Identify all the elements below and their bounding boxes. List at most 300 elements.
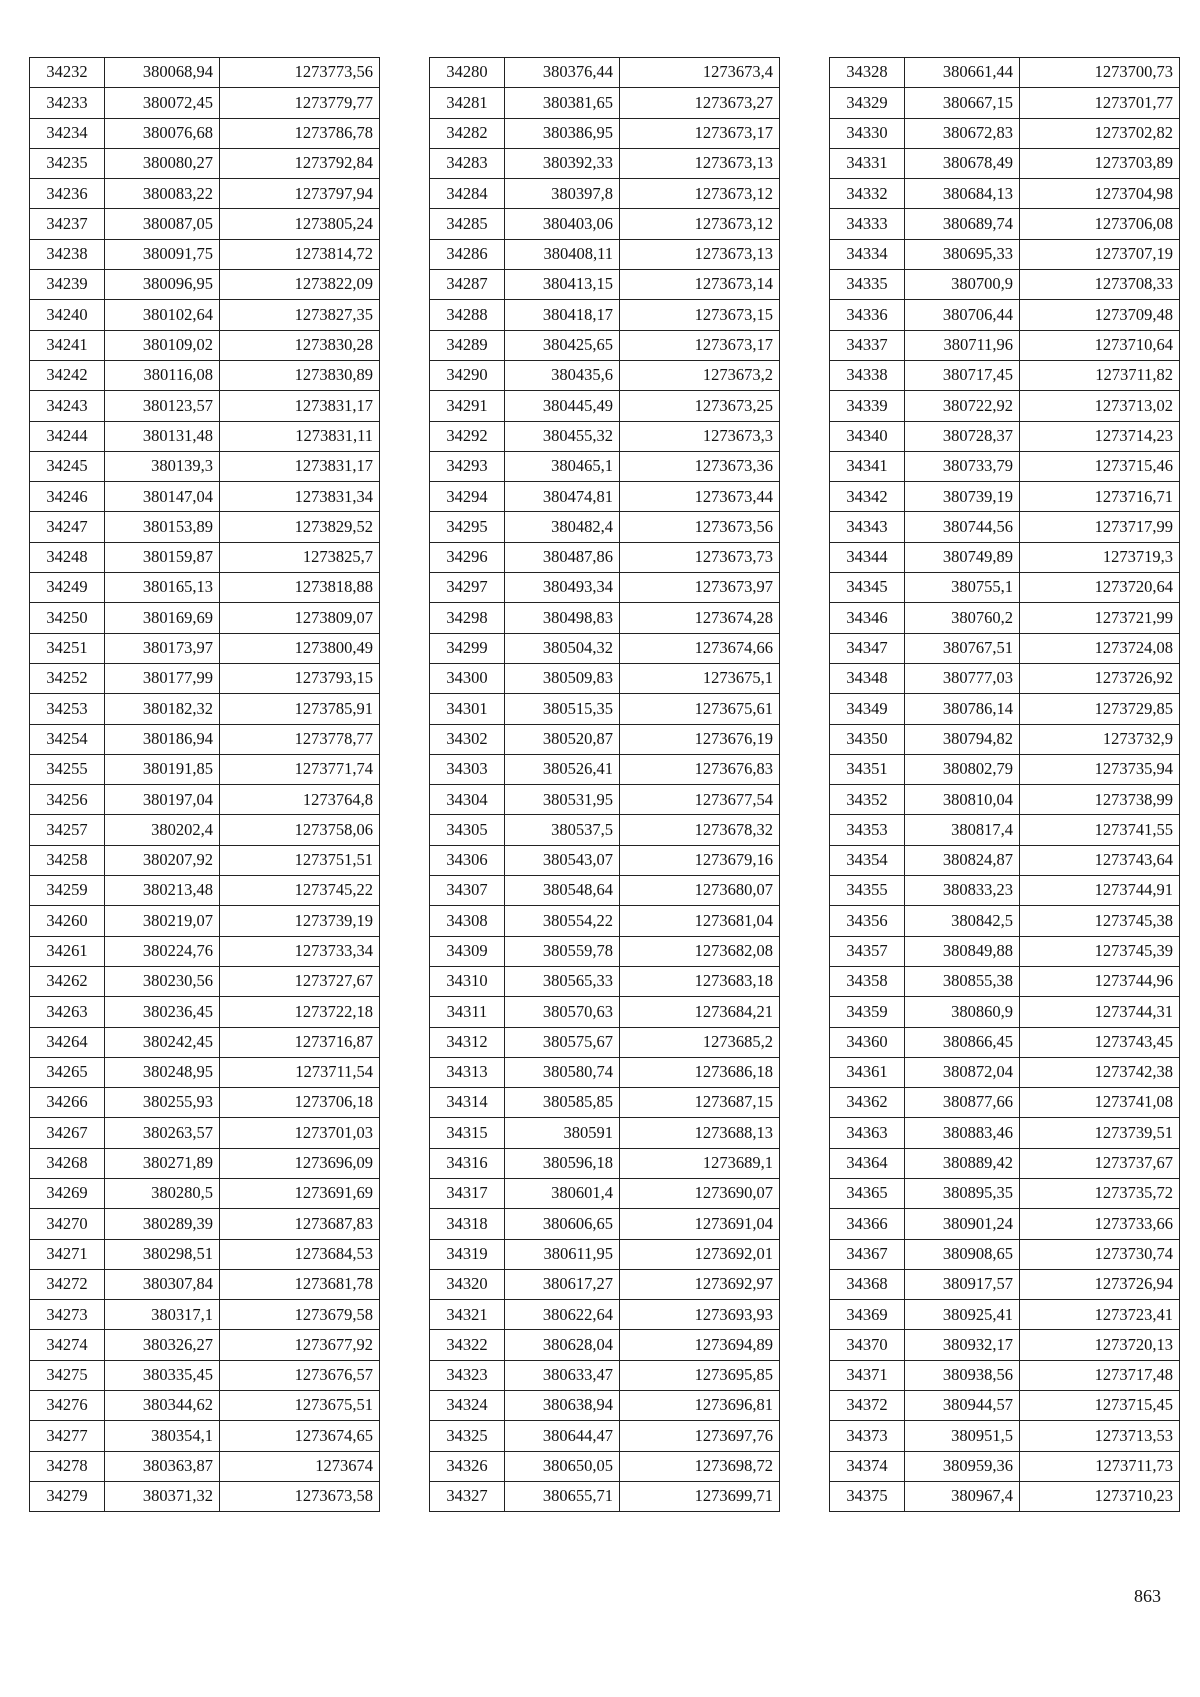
y-coordinate-cell: 1273737,67 [1020, 1148, 1180, 1178]
point-id-cell: 34283 [430, 148, 505, 178]
table-row [830, 1209, 1180, 1239]
point-id-cell: 34272 [30, 1269, 105, 1299]
y-coordinate-cell: 1273681,04 [620, 906, 780, 936]
y-coordinate-cell: 1273673,36 [620, 451, 780, 481]
point-id-cell: 34369 [830, 1300, 905, 1330]
point-id-cell: 34365 [830, 1178, 905, 1208]
y-coordinate-cell: 1273710,64 [1020, 330, 1180, 360]
point-id-cell: 34360 [830, 1027, 905, 1057]
point-id-cell: 34368 [830, 1269, 905, 1299]
table-row [830, 603, 1180, 633]
y-coordinate-cell: 1273673,12 [620, 209, 780, 239]
y-coordinate-cell: 1273707,19 [1020, 239, 1180, 269]
y-coordinate-cell: 1273727,67 [220, 966, 380, 996]
point-id-cell: 34281 [430, 88, 505, 118]
x-coordinate-cell: 380883,46 [905, 1118, 1020, 1148]
point-id-cell: 34270 [30, 1209, 105, 1239]
x-coordinate-cell: 380601,4 [505, 1178, 620, 1208]
y-coordinate-cell: 1273676,83 [620, 754, 780, 784]
table-row [830, 1118, 1180, 1148]
point-id-cell: 34269 [30, 1178, 105, 1208]
x-coordinate-cell: 380487,86 [505, 542, 620, 572]
x-coordinate-cell: 380842,5 [905, 906, 1020, 936]
y-coordinate-cell: 1273680,07 [620, 876, 780, 906]
table-row [30, 542, 380, 572]
y-coordinate-cell: 1273695,85 [620, 1360, 780, 1390]
x-coordinate-cell: 380575,67 [505, 1027, 620, 1057]
y-coordinate-cell: 1273709,48 [1020, 300, 1180, 330]
point-id-cell: 34375 [830, 1481, 905, 1511]
x-coordinate-cell: 380661,44 [905, 58, 1020, 88]
y-coordinate-cell: 1273831,34 [220, 482, 380, 512]
point-id-cell: 34314 [430, 1088, 505, 1118]
table-row [430, 1300, 780, 1330]
x-coordinate-cell: 380622,64 [505, 1300, 620, 1330]
x-coordinate-cell: 380672,83 [905, 118, 1020, 148]
y-coordinate-cell: 1273793,15 [220, 663, 380, 693]
point-id-cell: 34356 [830, 906, 905, 936]
x-coordinate-cell: 380408,11 [505, 239, 620, 269]
table-row [30, 58, 380, 88]
x-coordinate-cell: 380474,81 [505, 482, 620, 512]
point-id-cell: 34236 [30, 179, 105, 209]
point-id-cell: 34304 [430, 785, 505, 815]
x-coordinate-cell: 380186,94 [105, 724, 220, 754]
y-coordinate-cell: 1273676,19 [620, 724, 780, 754]
point-id-cell: 34327 [430, 1481, 505, 1511]
table-row [30, 1148, 380, 1178]
y-coordinate-cell: 1273743,45 [1020, 1027, 1180, 1057]
point-id-cell: 34293 [430, 451, 505, 481]
table-row [830, 906, 1180, 936]
point-id-cell: 34328 [830, 58, 905, 88]
point-id-cell: 34339 [830, 391, 905, 421]
table-row [30, 1481, 380, 1511]
x-coordinate-cell: 380139,3 [105, 451, 220, 481]
table-row [830, 300, 1180, 330]
point-id-cell: 34358 [830, 966, 905, 996]
x-coordinate-cell: 380072,45 [105, 88, 220, 118]
x-coordinate-cell: 380445,49 [505, 391, 620, 421]
x-coordinate-cell: 380951,5 [905, 1421, 1020, 1451]
x-coordinate-cell: 380700,9 [905, 270, 1020, 300]
y-coordinate-cell: 1273696,81 [620, 1391, 780, 1421]
y-coordinate-cell: 1273732,9 [1020, 724, 1180, 754]
x-coordinate-cell: 380678,49 [905, 148, 1020, 178]
x-coordinate-cell: 380908,65 [905, 1239, 1020, 1269]
coordinate-table-1 [29, 57, 380, 1512]
x-coordinate-cell: 380959,36 [905, 1451, 1020, 1481]
x-coordinate-cell: 380617,27 [505, 1269, 620, 1299]
x-coordinate-cell: 380080,27 [105, 148, 220, 178]
table-row [430, 694, 780, 724]
y-coordinate-cell: 1273673,4 [620, 58, 780, 88]
y-coordinate-cell: 1273779,77 [220, 88, 380, 118]
x-coordinate-cell: 380197,04 [105, 785, 220, 815]
x-coordinate-cell: 380207,92 [105, 845, 220, 875]
table-row [430, 1330, 780, 1360]
y-coordinate-cell: 1273690,07 [620, 1178, 780, 1208]
table-row [430, 512, 780, 542]
x-coordinate-cell: 380786,14 [905, 694, 1020, 724]
x-coordinate-cell: 380376,44 [505, 58, 620, 88]
table-row [30, 876, 380, 906]
x-coordinate-cell: 380087,05 [105, 209, 220, 239]
table-row [430, 936, 780, 966]
y-coordinate-cell: 1273710,23 [1020, 1481, 1180, 1511]
y-coordinate-cell: 1273701,03 [220, 1118, 380, 1148]
x-coordinate-cell: 380717,45 [905, 360, 1020, 390]
y-coordinate-cell: 1273693,93 [620, 1300, 780, 1330]
table-row [830, 663, 1180, 693]
x-coordinate-cell: 380169,69 [105, 603, 220, 633]
point-id-cell: 34342 [830, 482, 905, 512]
point-id-cell: 34252 [30, 663, 105, 693]
x-coordinate-cell: 380877,66 [905, 1088, 1020, 1118]
x-coordinate-cell: 380860,9 [905, 997, 1020, 1027]
x-coordinate-cell: 380493,34 [505, 573, 620, 603]
y-coordinate-cell: 1273744,96 [1020, 966, 1180, 996]
y-coordinate-cell: 1273831,17 [220, 391, 380, 421]
point-id-cell: 34259 [30, 876, 105, 906]
table-row [430, 88, 780, 118]
table-row [30, 906, 380, 936]
table-row [830, 966, 1180, 996]
y-coordinate-cell: 1273673,3 [620, 421, 780, 451]
y-coordinate-cell: 1273689,1 [620, 1148, 780, 1178]
point-id-cell: 34323 [430, 1360, 505, 1390]
point-id-cell: 34315 [430, 1118, 505, 1148]
y-coordinate-cell: 1273673,97 [620, 573, 780, 603]
y-coordinate-cell: 1273741,08 [1020, 1088, 1180, 1118]
y-coordinate-cell: 1273717,48 [1020, 1360, 1180, 1390]
x-coordinate-cell: 380386,95 [505, 118, 620, 148]
table-row [830, 1300, 1180, 1330]
y-coordinate-cell: 1273730,74 [1020, 1239, 1180, 1269]
y-coordinate-cell: 1273778,77 [220, 724, 380, 754]
y-coordinate-cell: 1273694,89 [620, 1330, 780, 1360]
table-row [830, 573, 1180, 603]
x-coordinate-cell: 380102,64 [105, 300, 220, 330]
y-coordinate-cell: 1273673,14 [620, 270, 780, 300]
point-id-cell: 34351 [830, 754, 905, 784]
x-coordinate-cell: 380455,32 [505, 421, 620, 451]
table-row [830, 1027, 1180, 1057]
table-row [830, 633, 1180, 663]
x-coordinate-cell: 380866,45 [905, 1027, 1020, 1057]
point-id-cell: 34346 [830, 603, 905, 633]
y-coordinate-cell: 1273674,28 [620, 603, 780, 633]
y-coordinate-cell: 1273678,32 [620, 815, 780, 845]
point-id-cell: 34277 [30, 1421, 105, 1451]
y-coordinate-cell: 1273675,1 [620, 663, 780, 693]
table-row [430, 270, 780, 300]
x-coordinate-cell: 380224,76 [105, 936, 220, 966]
x-coordinate-cell: 380938,56 [905, 1360, 1020, 1390]
point-id-cell: 34344 [830, 542, 905, 572]
point-id-cell: 34305 [430, 815, 505, 845]
point-id-cell: 34300 [430, 663, 505, 693]
y-coordinate-cell: 1273735,94 [1020, 754, 1180, 784]
point-id-cell: 34256 [30, 785, 105, 815]
point-id-cell: 34302 [430, 724, 505, 754]
y-coordinate-cell: 1273673,2 [620, 360, 780, 390]
point-id-cell: 34303 [430, 754, 505, 784]
point-id-cell: 34295 [430, 512, 505, 542]
point-id-cell: 34240 [30, 300, 105, 330]
point-id-cell: 34239 [30, 270, 105, 300]
x-coordinate-cell: 380967,4 [905, 1481, 1020, 1511]
table-row [30, 1300, 380, 1330]
point-id-cell: 34249 [30, 573, 105, 603]
point-id-cell: 34350 [830, 724, 905, 754]
point-id-cell: 34306 [430, 845, 505, 875]
y-coordinate-cell: 1273714,23 [1020, 421, 1180, 451]
point-id-cell: 34308 [430, 906, 505, 936]
point-id-cell: 34345 [830, 573, 905, 603]
y-coordinate-cell: 1273675,61 [620, 694, 780, 724]
x-coordinate-cell: 380749,89 [905, 542, 1020, 572]
x-coordinate-cell: 380667,15 [905, 88, 1020, 118]
y-coordinate-cell: 1273721,99 [1020, 603, 1180, 633]
y-coordinate-cell: 1273683,18 [620, 966, 780, 996]
y-coordinate-cell: 1273673,56 [620, 512, 780, 542]
table-row [430, 603, 780, 633]
x-coordinate-cell: 380559,78 [505, 936, 620, 966]
y-coordinate-cell: 1273706,18 [220, 1088, 380, 1118]
table-row [30, 270, 380, 300]
x-coordinate-cell: 380165,13 [105, 573, 220, 603]
x-coordinate-cell: 380123,57 [105, 391, 220, 421]
table-row [30, 179, 380, 209]
x-coordinate-cell: 380833,23 [905, 876, 1020, 906]
y-coordinate-cell: 1273674 [220, 1451, 380, 1481]
point-id-cell: 34324 [430, 1391, 505, 1421]
table-row [430, 118, 780, 148]
x-coordinate-cell: 380083,22 [105, 179, 220, 209]
table-row [830, 845, 1180, 875]
point-id-cell: 34370 [830, 1330, 905, 1360]
point-id-cell: 34354 [830, 845, 905, 875]
x-coordinate-cell: 380515,35 [505, 694, 620, 724]
point-id-cell: 34355 [830, 876, 905, 906]
y-coordinate-cell: 1273715,45 [1020, 1391, 1180, 1421]
y-coordinate-cell: 1273827,35 [220, 300, 380, 330]
table-row [30, 1269, 380, 1299]
table-row [830, 1421, 1180, 1451]
x-coordinate-cell: 380116,08 [105, 360, 220, 390]
x-coordinate-cell: 380354,1 [105, 1421, 220, 1451]
y-coordinate-cell: 1273720,13 [1020, 1330, 1180, 1360]
point-id-cell: 34310 [430, 966, 505, 996]
y-coordinate-cell: 1273701,77 [1020, 88, 1180, 118]
table-row [830, 694, 1180, 724]
point-id-cell: 34353 [830, 815, 905, 845]
y-coordinate-cell: 1273771,74 [220, 754, 380, 784]
x-coordinate-cell: 380638,94 [505, 1391, 620, 1421]
table-row [30, 1421, 380, 1451]
table-row [430, 1178, 780, 1208]
point-id-cell: 34364 [830, 1148, 905, 1178]
x-coordinate-cell: 380596,18 [505, 1148, 620, 1178]
y-coordinate-cell: 1273700,73 [1020, 58, 1180, 88]
table-row [430, 179, 780, 209]
x-coordinate-cell: 380147,04 [105, 482, 220, 512]
table-row [30, 936, 380, 966]
point-id-cell: 34284 [430, 179, 505, 209]
table-row [830, 1057, 1180, 1087]
point-id-cell: 34372 [830, 1391, 905, 1421]
table-row [830, 482, 1180, 512]
y-coordinate-cell: 1273685,2 [620, 1027, 780, 1057]
table-row [430, 876, 780, 906]
point-id-cell: 34341 [830, 451, 905, 481]
table-row [430, 1451, 780, 1481]
point-id-cell: 34235 [30, 148, 105, 178]
table-row [430, 1269, 780, 1299]
table-row [430, 966, 780, 996]
coordinate-table-3 [829, 57, 1180, 1512]
table-row [430, 1391, 780, 1421]
x-coordinate-cell: 380650,05 [505, 1451, 620, 1481]
table-row [430, 209, 780, 239]
table-row [430, 573, 780, 603]
y-coordinate-cell: 1273697,76 [620, 1421, 780, 1451]
table-row [830, 148, 1180, 178]
point-id-cell: 34317 [430, 1178, 505, 1208]
table-row [30, 966, 380, 996]
x-coordinate-cell: 380392,33 [505, 148, 620, 178]
table-row [430, 754, 780, 784]
table-row [430, 482, 780, 512]
point-id-cell: 34326 [430, 1451, 505, 1481]
point-id-cell: 34313 [430, 1057, 505, 1087]
x-coordinate-cell: 380153,89 [105, 512, 220, 542]
y-coordinate-cell: 1273726,94 [1020, 1269, 1180, 1299]
point-id-cell: 34309 [430, 936, 505, 966]
x-coordinate-cell: 380213,48 [105, 876, 220, 906]
table-row [30, 1178, 380, 1208]
y-coordinate-cell: 1273673,25 [620, 391, 780, 421]
x-coordinate-cell: 380307,84 [105, 1269, 220, 1299]
point-id-cell: 34319 [430, 1239, 505, 1269]
table-row [830, 1330, 1180, 1360]
point-id-cell: 34292 [430, 421, 505, 451]
x-coordinate-cell: 380802,79 [905, 754, 1020, 784]
table-row [430, 1481, 780, 1511]
table-row [30, 239, 380, 269]
x-coordinate-cell: 380504,32 [505, 633, 620, 663]
point-id-cell: 34238 [30, 239, 105, 269]
y-coordinate-cell: 1273691,04 [620, 1209, 780, 1239]
table-row [30, 300, 380, 330]
y-coordinate-cell: 1273716,71 [1020, 482, 1180, 512]
table-row [30, 330, 380, 360]
point-id-cell: 34334 [830, 239, 905, 269]
table-row [830, 421, 1180, 451]
table-row [430, 1239, 780, 1269]
point-id-cell: 34291 [430, 391, 505, 421]
y-coordinate-cell: 1273677,54 [620, 785, 780, 815]
point-id-cell: 34297 [430, 573, 505, 603]
point-id-cell: 34363 [830, 1118, 905, 1148]
table-row [30, 663, 380, 693]
point-id-cell: 34233 [30, 88, 105, 118]
x-coordinate-cell: 380230,56 [105, 966, 220, 996]
table-row [830, 815, 1180, 845]
point-id-cell: 34286 [430, 239, 505, 269]
point-id-cell: 34287 [430, 270, 505, 300]
y-coordinate-cell: 1273741,55 [1020, 815, 1180, 845]
y-coordinate-cell: 1273738,99 [1020, 785, 1180, 815]
table-row [430, 1118, 780, 1148]
table-row [30, 603, 380, 633]
point-id-cell: 34248 [30, 542, 105, 572]
table-row [430, 360, 780, 390]
x-coordinate-cell: 380371,32 [105, 1481, 220, 1511]
y-coordinate-cell: 1273673,15 [620, 300, 780, 330]
table-row [430, 724, 780, 754]
point-id-cell: 34258 [30, 845, 105, 875]
point-id-cell: 34274 [30, 1330, 105, 1360]
point-id-cell: 34263 [30, 997, 105, 1027]
x-coordinate-cell: 380131,48 [105, 421, 220, 451]
x-coordinate-cell: 380526,41 [505, 754, 620, 784]
point-id-cell: 34290 [430, 360, 505, 390]
table-row [430, 330, 780, 360]
x-coordinate-cell: 380326,27 [105, 1330, 220, 1360]
table-row [430, 542, 780, 572]
point-id-cell: 34268 [30, 1148, 105, 1178]
y-coordinate-cell: 1273717,99 [1020, 512, 1180, 542]
point-id-cell: 34337 [830, 330, 905, 360]
table-row [830, 88, 1180, 118]
point-id-cell: 34243 [30, 391, 105, 421]
point-id-cell: 34322 [430, 1330, 505, 1360]
table-row [430, 1421, 780, 1451]
y-coordinate-cell: 1273711,73 [1020, 1451, 1180, 1481]
point-id-cell: 34320 [430, 1269, 505, 1299]
y-coordinate-cell: 1273713,02 [1020, 391, 1180, 421]
y-coordinate-cell: 1273713,53 [1020, 1421, 1180, 1451]
y-coordinate-cell: 1273822,09 [220, 270, 380, 300]
x-coordinate-cell: 380381,65 [505, 88, 620, 118]
table-row [30, 724, 380, 754]
y-coordinate-cell: 1273719,3 [1020, 542, 1180, 572]
point-id-cell: 34366 [830, 1209, 905, 1239]
point-id-cell: 34280 [430, 58, 505, 88]
point-id-cell: 34244 [30, 421, 105, 451]
x-coordinate-cell: 380317,1 [105, 1300, 220, 1330]
y-coordinate-cell: 1273809,07 [220, 603, 380, 633]
x-coordinate-cell: 380925,41 [905, 1300, 1020, 1330]
x-coordinate-cell: 380418,17 [505, 300, 620, 330]
point-id-cell: 34299 [430, 633, 505, 663]
point-id-cell: 34234 [30, 118, 105, 148]
table-row [30, 815, 380, 845]
point-id-cell: 34264 [30, 1027, 105, 1057]
table-row [830, 1451, 1180, 1481]
table-row [30, 1451, 380, 1481]
point-id-cell: 34246 [30, 482, 105, 512]
table-row [30, 1239, 380, 1269]
table-row [830, 270, 1180, 300]
point-id-cell: 34347 [830, 633, 905, 663]
table-row [30, 1027, 380, 1057]
y-coordinate-cell: 1273703,89 [1020, 148, 1180, 178]
table-row [430, 1360, 780, 1390]
y-coordinate-cell: 1273673,13 [620, 239, 780, 269]
